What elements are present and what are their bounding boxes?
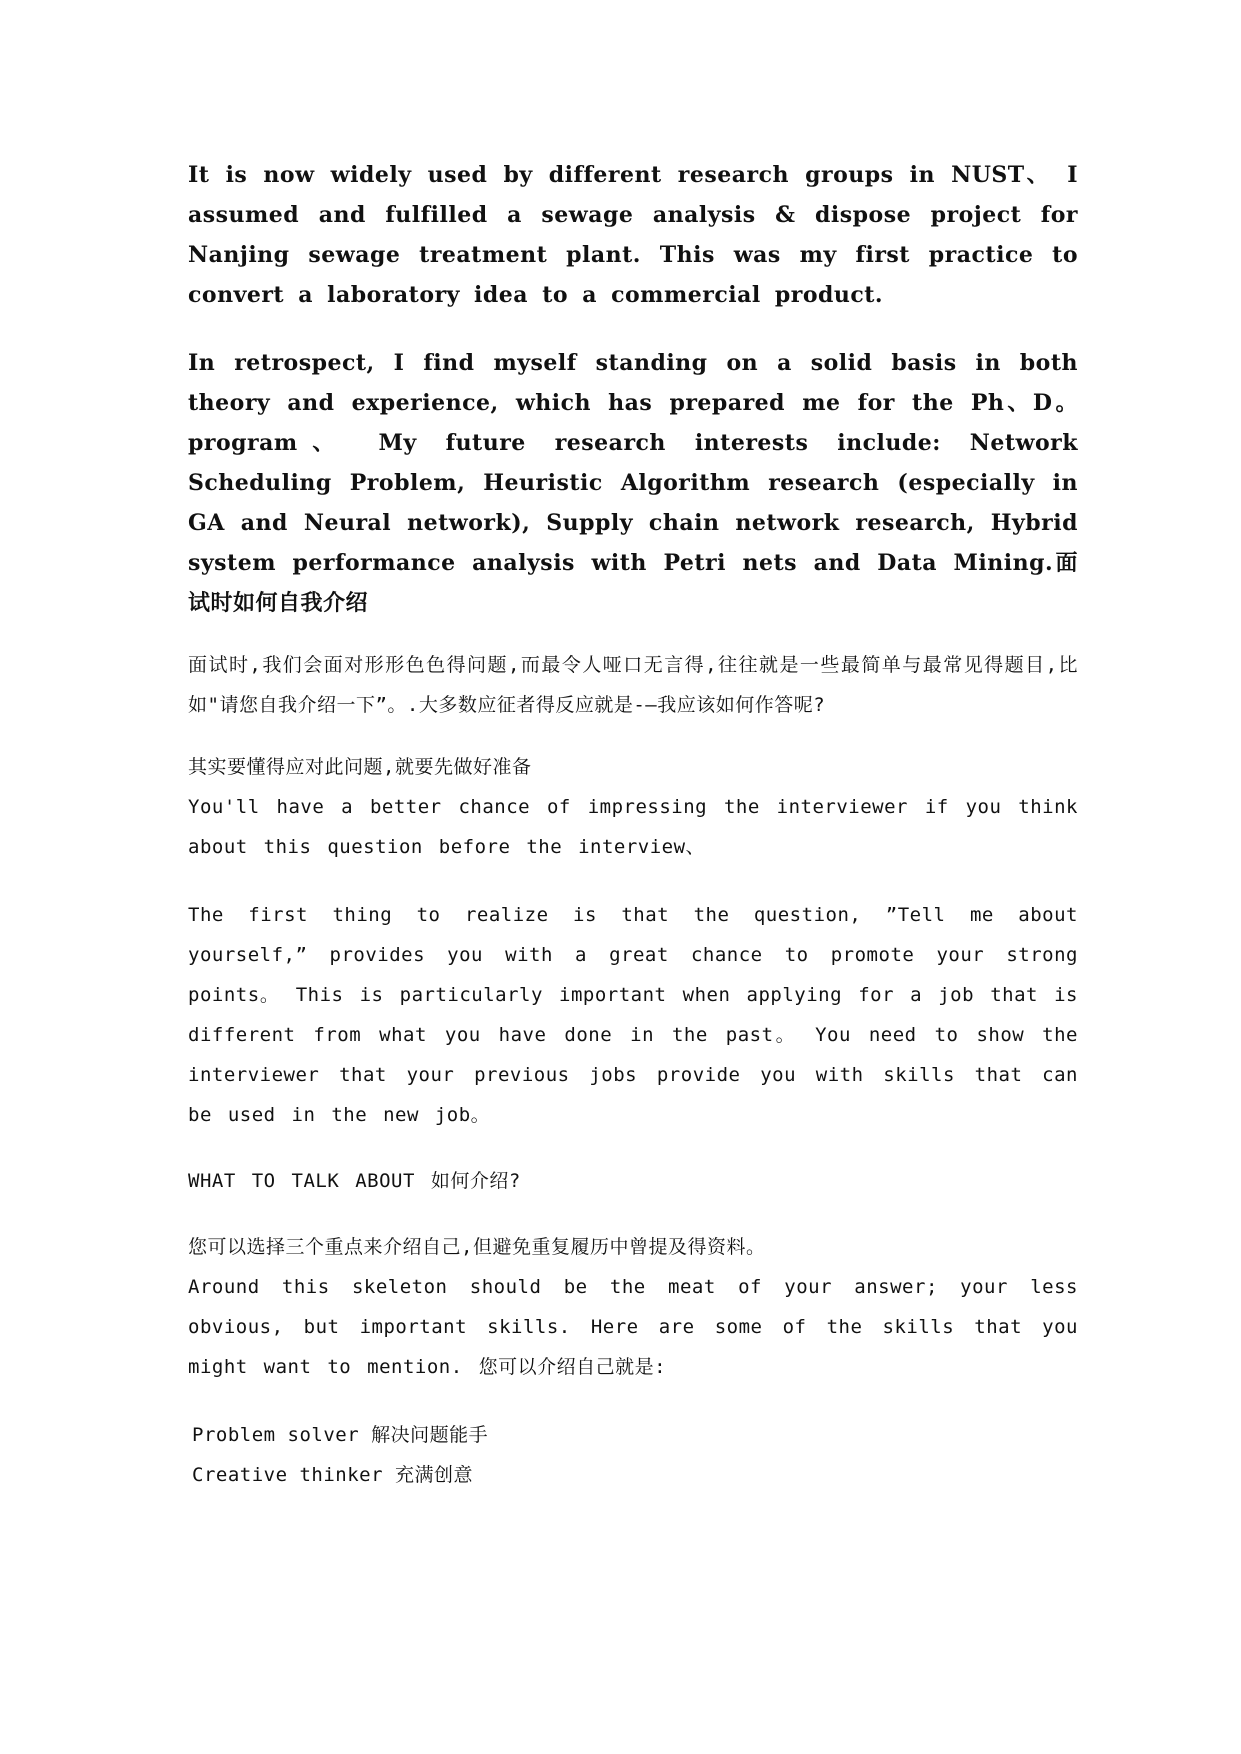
paragraph-research-project: It is now widely used by different research groups in NUST、 I assumed and fulfilled a sewage analysis & dispose project for Nanjing sewage treatment plant. This was my first practice to convert a laboratory idea to a commercial product. bbox=[188, 162, 1078, 308]
paragraph-interview-intro-cn: 面试时,我们会面对形形色色得问题,而最令人哑口无言得,往往就是一些最简单与最常见得题目,比如"请您自我介绍一下”。.大多数应征者得反应就是-—我应该如何作答呢? bbox=[188, 654, 1078, 716]
paragraph-three-points-cn: 您可以选择三个重点来介绍自己,但避免重复履历中曾提及得资料。 bbox=[188, 1236, 766, 1258]
paragraph-better-chance: You'll have a better chance of impressing the interviewer if you think about this question before the interview、 bbox=[188, 796, 1078, 858]
paragraph-retrospect-interests: In retrospect, I find myself standing on a solid basis in both theory and experience, which has prepared me for the Ph、D。 program、 My future research interests include: Network Scheduling Problem, Heuristic Algorithm research (especially in GA and Neural network), Supply chain network research, Hybrid system performance analysis with Petri nets and Data Mining.面试时如何自我介绍 bbox=[188, 350, 1078, 616]
section-heading-what-to-talk: WHAT TO TALK ABOUT 如何介绍? bbox=[188, 1170, 521, 1192]
paragraph-first-thing: The first thing to realize is that the question, ”Tell me about yourself,” provides you with a great chance to promote your strong points。 This is particularly important when applying for a job that is different from what you have done in the past。 You need to show the interviewer that your previous jobs provide you with skills that can be used in the new job。 bbox=[188, 904, 1078, 1126]
paragraph-skeleton: Around this skeleton should be the meat of your answer; your less obvious, but important skills. Here are some of the skills that you might want to mention. 您可以介绍自己就是: bbox=[188, 1276, 1078, 1378]
skills-list bbox=[188, 1415, 1078, 1495]
list-item: Creative thinker 充满创意 bbox=[192, 1464, 473, 1486]
document-page bbox=[188, 155, 1078, 1495]
paragraph-prepare-cn: 其实要懂得应对此问题,就要先做好准备 bbox=[188, 756, 532, 778]
list-item: Problem solver 解决问题能手 bbox=[192, 1424, 489, 1446]
